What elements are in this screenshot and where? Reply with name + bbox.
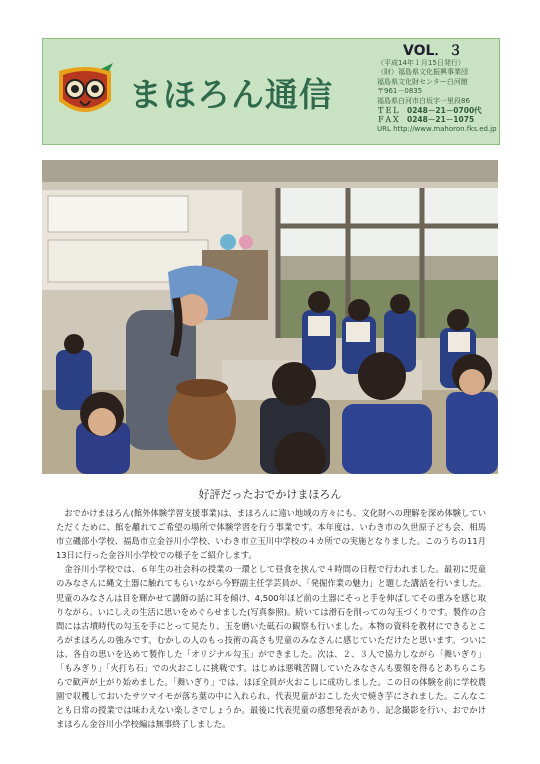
telephone: ＴＥＬ 0248－21－0700代 [377, 106, 482, 116]
center-name: 福島県文化財センター白河館 [377, 77, 468, 86]
fax: ＦＡＸ 0248－21－1075 [377, 115, 475, 125]
article-body [56, 506, 486, 732]
article-paragraph: おでかけまほろん(館外体験学習支援事業)は、まほろんに遠い地域の方々にも、文化財への理解を深め体験していただくために、館を離れてご希望の場所で体験学習を行う事業です。本年度は、いわき市の久世原子ども会、相馬市立磯部小学校、福島市立金谷川小学校、いわき市立玉川中学校の４カ所での実施となりました。このうちの11月13日に行った金谷川小学校での様子をご紹介します。 [56, 508, 486, 561]
newsletter-masthead [42, 38, 500, 145]
address: 福島県白河市白坂字一里段86 [377, 96, 470, 105]
owl-mascot-icon [53, 61, 117, 125]
volume-number: VOL．３ [403, 43, 463, 59]
publisher-name: （財）福島県文化振興事業団 [377, 68, 468, 77]
newsletter-title: まほろん通信 [129, 75, 333, 114]
photo-caption: 好評だったおでかけまほろん [198, 488, 342, 501]
postal-code: 〒961－0835 [377, 87, 423, 96]
classroom-photo-illustration [42, 160, 498, 474]
website-url: URL http://www.mahoron.fks.ed.jp [377, 124, 497, 133]
article-paragraph: 金谷川小学校では、６年生の社会科の授業の一環として昼食を挟んで４時間の日程で行われました。最初に児童のみなさんに縄文土器に触れてもらいながら今野副主任学芸員が、「発掘作業の魅力」と題した講話を行いました。児童のみなさんは目を輝かせて講師の話に耳を傾け、4,500年ほど前の土器にそっと手を伸ばしてその重みを感じ取りながら、いにしえの生活に思いをめぐらせました(写真参照)。続いては滑石を削っての勾玉づくりです。製作の合間には古墳時代の勾玉を手にとって見たり、玉を磨いた砥石の観察も行いました。本物の資料を教材にできるところがまほろんの強みです。むかしの人のもっ技術の高さも児童のみなさんに感じていただけたと思います。ついには、各自の思いを込めて製作した「オリジナル勾玉」ができました。次は、２、３人で協力しながら「舞いぎり」「もみぎり」「火打ち石」での火おこしに挑戦です。はじめは悪戦苦闘していたみなさんも要領を得るとあちらこちらで歓声が上がり始めました。「舞いぎり」では、ほぼ全員が火おこしに成功しました。この日の体験を前に学校農園で収穫しておいたサツマイモが落ち葉の中に入れられ、代表児童がおこした火で焼き芋にされました。こんなことも日常の授業では味わえない楽しさでしょうか。最後に代表児童の感想発表があり、記念撮影を行い、おでかけまほろん金谷川小学校編は無事終了しました。 [56, 564, 486, 730]
issue-date: （平成14年１月15日発行） [377, 59, 465, 67]
classroom-photo [42, 160, 498, 474]
publication-info [377, 43, 499, 134]
